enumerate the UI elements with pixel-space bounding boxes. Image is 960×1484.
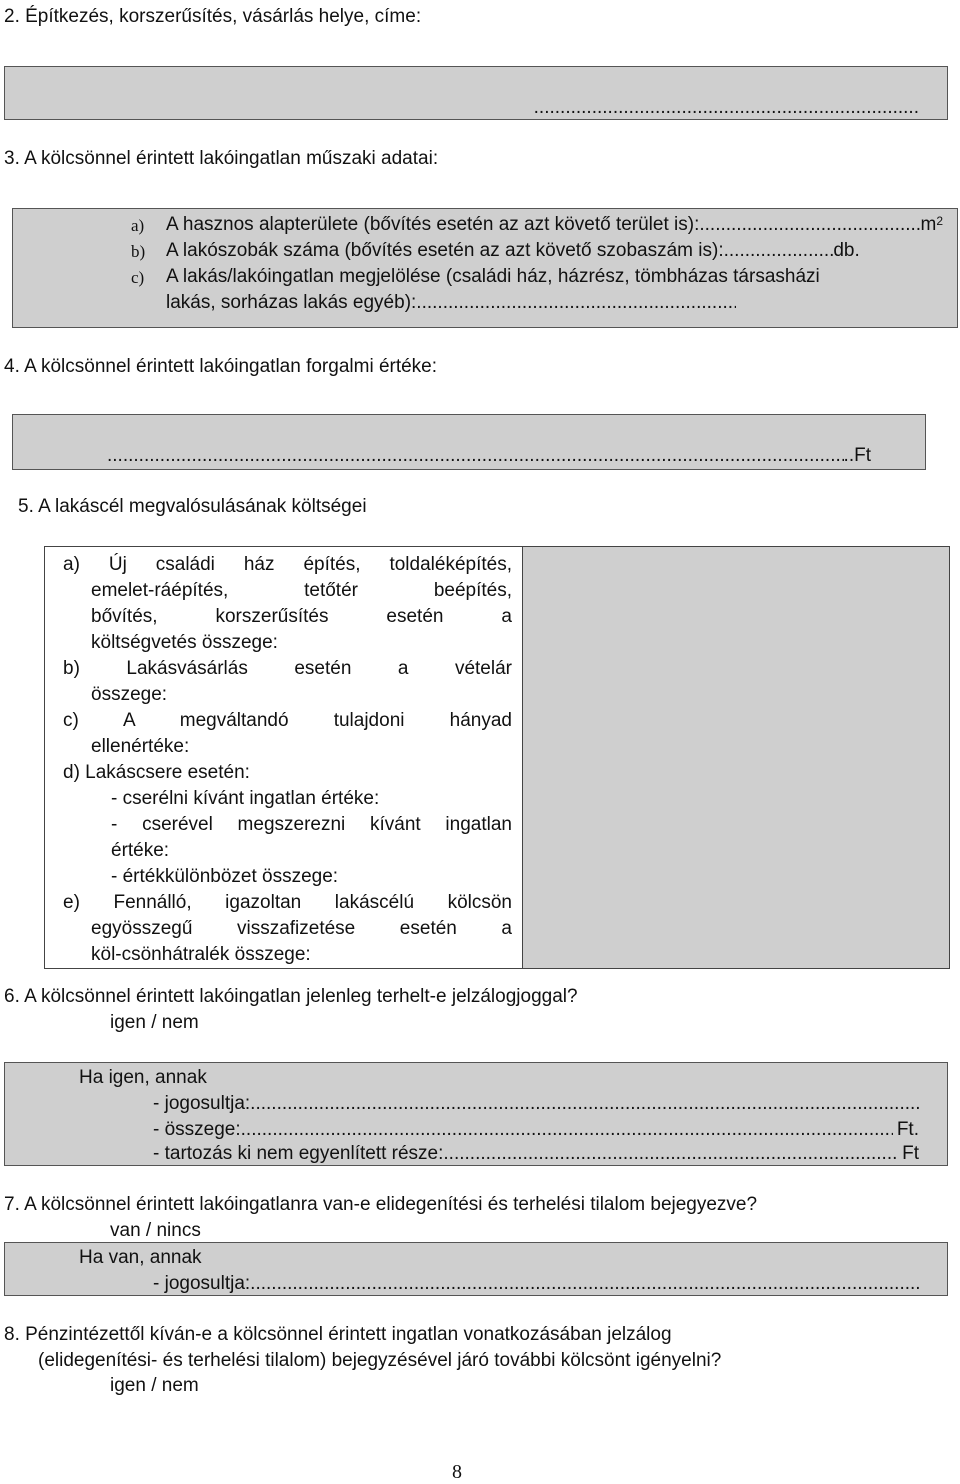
cost-a-line4: költségvetés összege: [91,632,278,653]
prohibition-intro: Ha van, annak [79,1247,202,1268]
mortgage-holder-leader [250,1093,919,1115]
cost-d-line1: d) Lakáscsere esetén: [63,762,250,783]
item-c-text: A lakás/lakóingatlan megjelölése (családi ház, házrész, tömbházas társasházi [166,266,820,287]
cost-b-line2: összege: [91,684,168,705]
section8-line1: 8. Pénzintézettől kíván-e a kölcsönnel érintett ingatlan vonatkozásában jelzálog [4,1324,672,1345]
mortgage-details-box[interactable] [4,1062,948,1166]
prohibition-holder-label: - jogosultja: [153,1273,251,1294]
prohibition-details-box[interactable] [4,1242,948,1296]
cost-d-line3: - cserével megszerezni kívánt ingatlan [111,814,512,835]
section7-title: 7. A kölcsönnel érintett lakóingatlanra van-e elidegenítési és terhelési tilalom bejegyezve? [4,1194,758,1215]
mortgage-amount-suffix: Ft. [896,1119,919,1140]
costs-values-field[interactable] [523,547,950,969]
mortgage-amount-label: - összege: [153,1119,241,1140]
cost-d-line2: - cserélni kívánt ingatlan értéke: [111,788,380,809]
mortgage-amount-leader [241,1119,893,1141]
page-number: 8 [452,1461,462,1483]
mortgage-holder-label: - jogosultja: [153,1093,251,1114]
item-a-text: A hasznos alapterülete (bővítés esetén az azt követő terület is): [166,214,700,235]
item-a-leader [699,214,920,236]
costs-table [44,546,950,969]
address-dots: ......................................................................... [533,97,919,118]
section8-line2: (elidegenítési- és terhelési tilalom) bejegyzésével járó további kölcsönt igényelni? [38,1350,722,1371]
item-b-unit: db. [833,240,860,261]
section8-choice[interactable]: igen / nem [110,1375,199,1396]
item-c-text2: lakás, sorházas lakás egyéb): [166,292,417,313]
cost-a-line2: emelet-ráépítés, tetőtér beépítés, [91,580,512,601]
market-value-field[interactable] [12,414,926,470]
cost-c-line1: c) A megváltandó tulajdoni hányad [63,710,512,731]
section2-title: 2. Építkezés, korszerűsítés, vásárlás helye, címe: [4,6,422,27]
item-b-text: A lakószobák száma (bővítés esetén az azt követő szobaszám is): [166,240,724,261]
item-b-marker: b) [131,242,146,261]
cost-b-line1: b) Lakásvásárlás esetén a vételár [63,658,512,679]
item-c-marker: c) [131,268,145,287]
cost-e-line1: e) Fennálló, igazoltan lakáscélú kölcsön [63,892,512,913]
section6-choice[interactable]: igen / nem [110,1012,199,1033]
mortgage-debt-label: - tartozás ki nem egyenlített része: [153,1143,444,1164]
market-value-suffix: ..Ft [843,445,871,466]
technical-data-box[interactable] [12,208,958,328]
cost-d-line5: - értékkülönbözet összege: [111,866,339,887]
section3-title: 3. A kölcsönnel érintett lakóingatlan műszaki adatai: [4,148,439,169]
item-c-leader [416,292,736,314]
cost-e-line2: egyösszegű visszafizetése esetén a [91,918,512,939]
section6-title: 6. A kölcsönnel érintett lakóingatlan jelenleg terhelt-e jelzálogjoggal? [4,986,578,1007]
cost-e-line3: köl-csönhátralék összege: [91,944,311,965]
cost-a-line3: bővítés, korszerűsítés esetén a [91,606,512,627]
item-b-leader [724,240,834,262]
section4-title: 4. A kölcsönnel érintett lakóingatlan forgalmi értéke: [4,356,438,377]
cost-c-line2: ellenértéke: [91,736,190,757]
item-a-unit: m [920,214,937,235]
cost-d-line4: értéke: [111,840,170,861]
item-a-sup: 2 [936,214,943,228]
mortgage-debt-leader [443,1143,898,1165]
section7-choice[interactable]: van / nincs [110,1220,201,1241]
mortgage-intro: Ha igen, annak [79,1067,207,1088]
address-field[interactable] [4,66,948,120]
section5-title: 5. A lakáscél megvalósulásának költségei [18,496,367,517]
costs-labels-cell [45,547,523,969]
market-value-leader [107,445,844,467]
item-a-marker: a) [131,216,145,235]
mortgage-debt-suffix: Ft [902,1143,919,1164]
cost-a-line1: a) Új családi ház építés, toldaléképítés, [63,554,512,575]
prohibition-holder-leader [250,1273,919,1295]
